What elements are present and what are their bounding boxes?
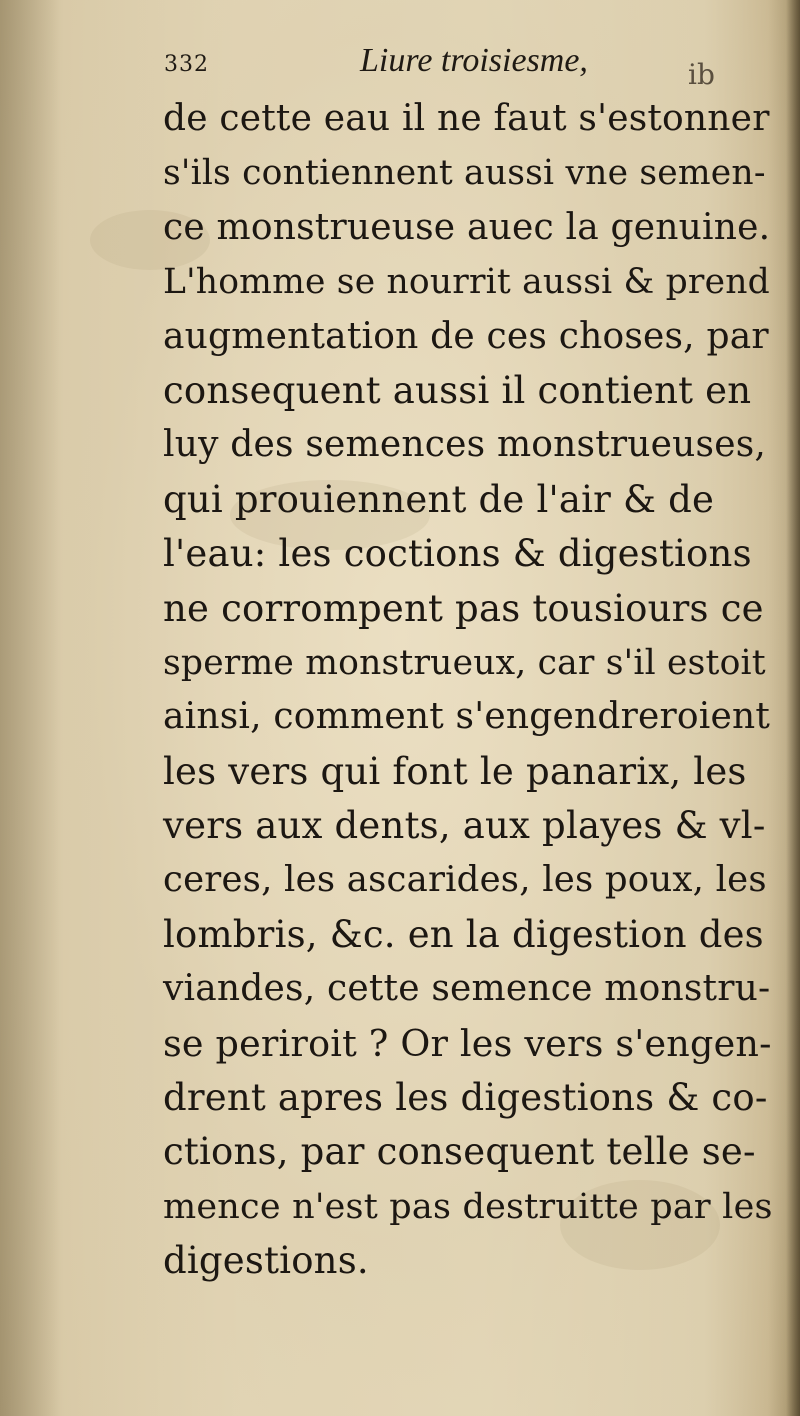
page-edge-shadow bbox=[786, 0, 800, 1416]
text-line: vers aux dents, aux playes & vl- bbox=[163, 804, 766, 848]
running-head: Liure troisiesme, bbox=[360, 42, 588, 79]
text-line: s'ils contiennent aussi vne semen- bbox=[163, 153, 766, 194]
text-line: drent apres les digestions & co- bbox=[163, 1076, 768, 1120]
text-line: se periroit ? Or les vers s'engen- bbox=[163, 1021, 772, 1065]
text-line: viandes, cette semence monstru- bbox=[163, 968, 771, 1010]
header-mark: ib bbox=[688, 58, 715, 91]
text-line: mence n'est pas destruitte par les bbox=[163, 1186, 773, 1227]
page-number: 332 bbox=[164, 52, 209, 77]
text-line: les vers qui font le panarix, les bbox=[163, 749, 747, 793]
text-line: augmentation de ces choses, par bbox=[163, 315, 769, 357]
text-line: ctions, par consequent telle se- bbox=[163, 1130, 756, 1174]
text-line: ainsi, comment s'engendreroient bbox=[163, 696, 771, 738]
body-text bbox=[163, 92, 773, 1289]
text-line: luy des semences monstrueuses, bbox=[163, 424, 767, 466]
text-line: L'homme se nourrit aussi & prend bbox=[163, 262, 770, 303]
gutter-shadow bbox=[0, 0, 60, 1416]
page-header bbox=[160, 38, 760, 98]
text-line: de cette eau il ne faut s'estonner bbox=[163, 98, 770, 139]
text-line: ceres, les ascarides, les poux, les bbox=[163, 859, 767, 901]
text-line: ce monstrueuse auec la genuine. bbox=[163, 206, 771, 248]
text-line: digestions. bbox=[163, 1239, 369, 1283]
text-line: qui prouiennent de l'air & de bbox=[163, 477, 715, 521]
text-line: consequent aussi il contient en bbox=[163, 368, 752, 412]
text-line: ne corrompent pas tousiours ce bbox=[163, 586, 764, 630]
text-line: lombris, &c. en la digestion des bbox=[163, 912, 764, 956]
text-line: sperme monstrueux, car s'il estoit bbox=[163, 642, 766, 683]
text-line: l'eau: les coctions & digestions bbox=[163, 532, 752, 576]
